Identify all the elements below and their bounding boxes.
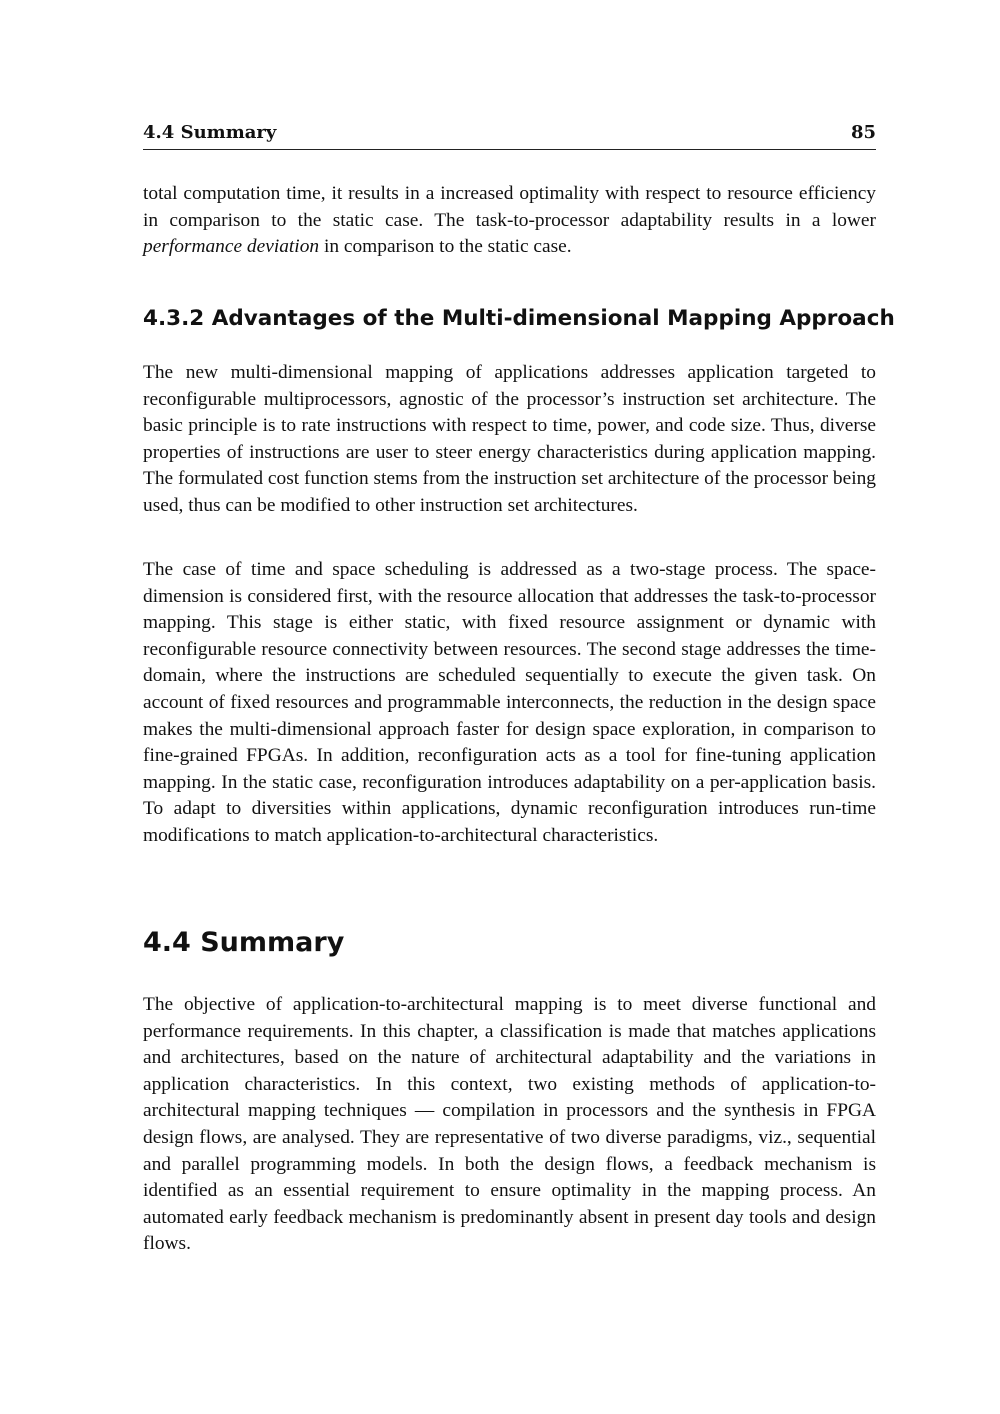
continuation-text-end: in comparison to the static case.	[319, 236, 572, 258]
page-number: 85	[850, 122, 876, 143]
summary-paragraph: The objective of application-to-architectural mapping is to meet diverse functional and performance requirements. In this chapter, a classification is made that matches applications and architectures, based on the nature of architectural adaptability and the variations in application characteristics. In this context, two existing methods of application-to-architectural mapping techniques — compilation in processors and the synthesis in FPGA design flows, are analysed. They are representative of two diverse paradigms, viz., sequential and parallel programming models. In both the design flows, a feedback mechanism is identified as an essential requirement to ensure optimality in the mapping process. An automated early feedback mechanism is predominantly absent in present day tools and design flows.	[143, 994, 876, 1255]
subsection-paragraph-2: The case of time and space scheduling is addressed as a two-stage process. The space-dimension is considered first, with the resource allocation that addresses the task-to-processor mapping. This stage is either static, with fixed resource assignment or dynamic with reconfigurable resource connectivity between resources. The second stage addresses the time-domain, where the instructions are scheduled sequentially to execute the given task. On account of fixed resources and programmable interconnects, the reduction in the design space makes the multi-dimensional approach faster for design space exploration, in comparison to fine-grained FPGAs. In addition, reconfiguration acts as a tool for fine-tuning application mapping. In the static case, reconfiguration introduces adaptability on a per-application basis. To adapt to diversities within applications, dynamic reconfiguration introduces run-time modifications to match application-to-architectural characteristics.	[143, 559, 876, 846]
continuation-paragraph	[143, 181, 876, 261]
continuation-text-start: total computation time, it results in a increased optimality with respect to resource efficiency in comparison to the static case. The task-to-processor adaptability results in a lower	[143, 183, 876, 231]
emphasis-performance-deviation: performance deviation	[143, 236, 320, 258]
subsection-heading: 4.3.2 Advantages of the Multi-dimensional Mapping Approach	[143, 306, 895, 331]
running-header-section: 4.4 Summary	[143, 122, 277, 143]
subsection-paragraph-1: The new multi-dimensional mapping of applications addresses application targeted to reconfigurable multiprocessors, agnostic of the processor’s instruction set architecture. The basic principle is to rate instructions with respect to time, power, and code size. Thus, diverse properties of instructions are user to steer energy characteristics during application mapping. The formulated cost function stems from the instruction set architecture of the processor being used, thus can be modified to other instruction set architectures.	[143, 362, 876, 516]
running-header	[143, 121, 876, 150]
section-heading: 4.4 Summary	[143, 927, 345, 958]
